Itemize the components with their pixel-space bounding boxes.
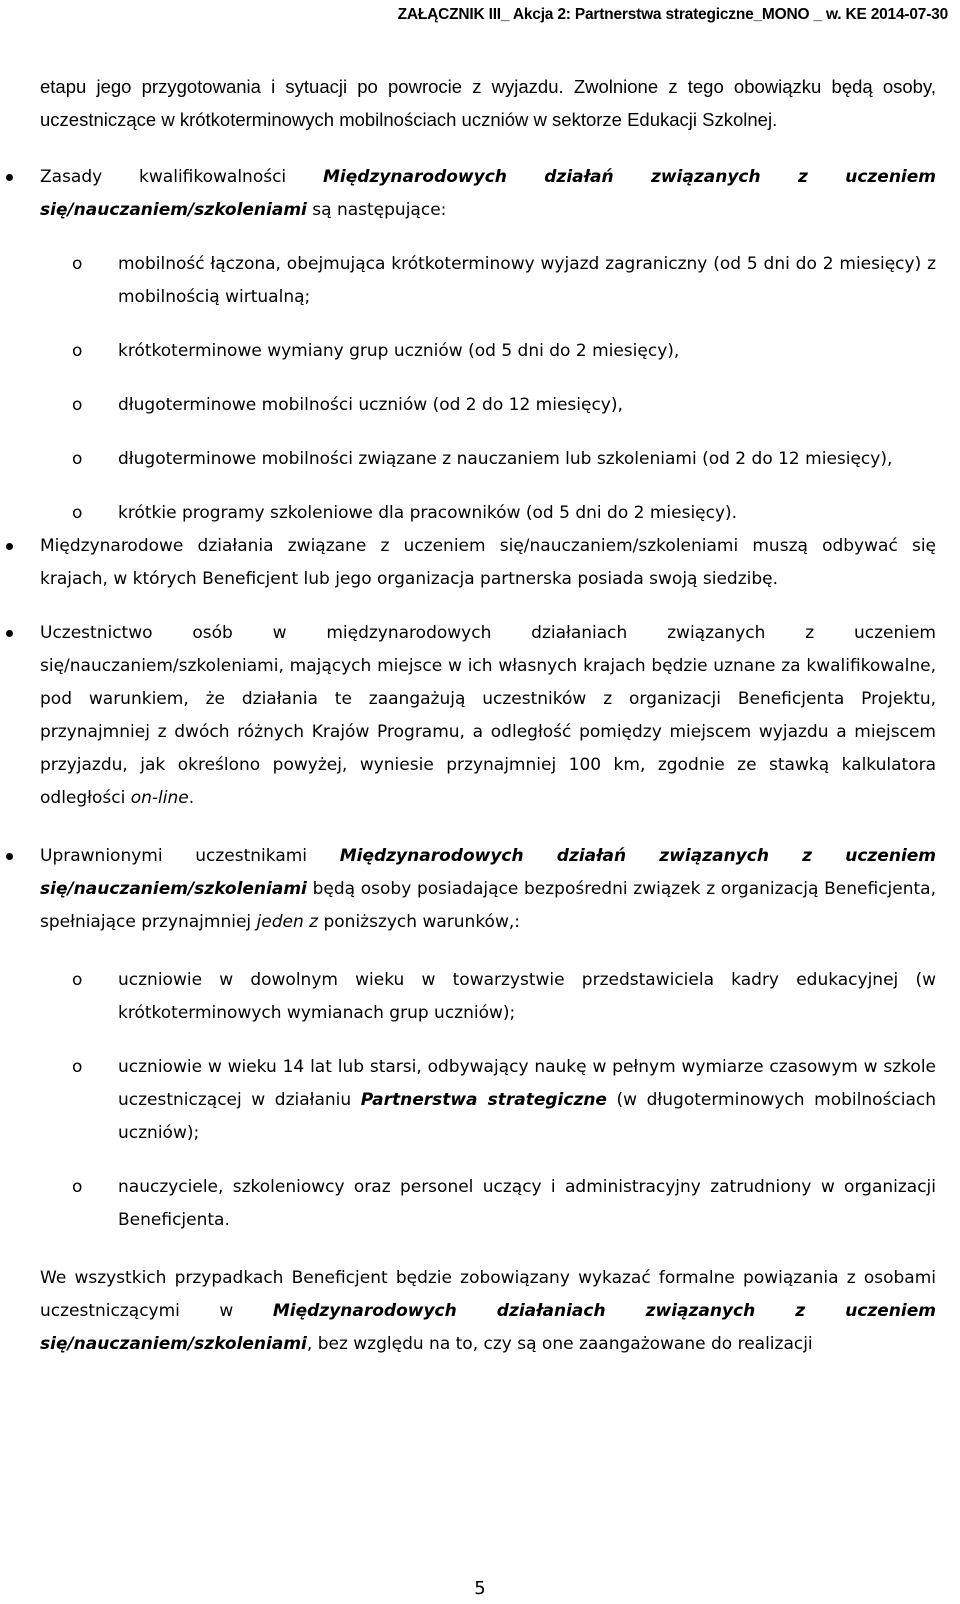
bullet-icon [6, 543, 13, 550]
document-body [40, 70, 936, 1361]
circle-bullet-icon: o [72, 395, 83, 415]
list-item-text: uczniowie w dowolnym wieku w towarzystwie przedstawiciela kadry edukacyjnej (w krótkoterminowych wymianach grup uczniów); [118, 970, 936, 1023]
list-item-text: długoterminowe mobilności uczniów (od 2 do 12 miesięcy), [118, 395, 623, 415]
bullet-text-emphasis: Międzynarodowych działań związanych z uczeniem się/nauczaniem/szkoleniami [40, 846, 937, 899]
bullet-text-emphasis-2: jeden z [256, 912, 319, 932]
bullet-text-post: są następujące: [306, 200, 447, 220]
list-item [72, 335, 936, 368]
circle-bullet-icon: o [72, 970, 83, 990]
list-item-text: krótkie programy szkoleniowe dla pracowników (od 5 dni do 2 miesięcy). [118, 503, 738, 523]
list-item-text-post: (w długoterminowych mobilnościach uczniów); [118, 1090, 936, 1143]
bullet-text-mid: będą osoby posiadające bezpośredni związek z organizacją Beneficjenta, spełniające przynajmniej [40, 879, 936, 932]
bullet-text-emphasis: on-line [130, 788, 189, 808]
bullet-text-pre: Uprawnionymi uczestnikami [40, 846, 340, 866]
list-item [72, 443, 936, 476]
bullet-text: Międzynarodowe działania związane z uczeniem się/nauczaniem/szkoleniami muszą odbywać się krajach, w których Beneficjent lub jego organizacja partnerska posiada swoją siedzibę. [40, 536, 936, 589]
circle-bullet-icon: o [72, 254, 83, 274]
list-item [72, 497, 936, 530]
list-item-text-pre: uczniowie w wieku 14 lat lub starsi, odbywający naukę w pełnym wymiarze czasowym w szkole uczestniczącej w działaniu [118, 1057, 936, 1110]
list-item-text: mobilność łączona, obejmująca krótkoterminowy wyjazd zagraniczny (od 5 dni do 2 miesięcy) z mobilnością wirtualną; [118, 254, 936, 307]
closing-text-pre: We wszystkich przypadkach Beneficjent będzie zobowiązany wykazać formalne powiązania z osobami uczestniczącymi w [40, 1268, 936, 1321]
list-item [72, 248, 936, 314]
bullet-eligibility-rules [40, 161, 936, 227]
bullet-text-post: poniższych warunków,: [318, 912, 520, 932]
bullet-text-post: . [188, 788, 195, 808]
list-item [72, 1171, 936, 1237]
bullet-icon [6, 630, 13, 637]
list-item-text-emphasis: Partnerstwa strategiczne [360, 1090, 607, 1110]
circle-bullet-icon: o [72, 449, 83, 469]
bullet-text-emphasis: Międzynarodowych działań związanych z uczeniem się/nauczaniem/szkoleniami [40, 167, 936, 220]
circle-bullet-icon: o [72, 1057, 83, 1077]
circle-bullet-icon: o [72, 341, 83, 361]
page-header: ZAŁĄCZNIK III_ Akcja 2: Partnerstwa strategiczne_MONO _ w. KE 2014-07-30 [397, 6, 948, 23]
bullet-country-requirement [40, 530, 936, 596]
intro-paragraph: etapu jego przygotowania i sytuacji po powrocie z wyjazdu. Zwolnione z tego obowiązku będą osoby, uczestniczące w krótkoterminowych mobilnościach uczniów w sektorze Edukacji Szkolnej. [40, 76, 936, 130]
page-number: 5 [474, 1578, 486, 1599]
list-item [72, 964, 936, 1030]
closing-text-emphasis: Międzynarodowych działaniach związanych z uczeniem się/nauczaniem/szkoleniami [40, 1301, 936, 1354]
bullet-icon [6, 853, 13, 860]
circle-bullet-icon: o [72, 1177, 83, 1197]
bullet-text: Uczestnictwo osób w międzynarodowych działaniach związanych z uczeniem się/nauczaniem/szkoleniami, mających miejsce w ich własnych krajach będzie uznane za kwalifikowalne, pod warunkiem, że działania te zaangażują uczestników z organizacji Beneficjenta Projektu, przynajmniej z dwóch różnych Krajów Programu, a odległość pomiędzy miejscem wyjazdu a miejscem przyjazdu, jak określono powyżej, wyniesie przynajmniej 100 km, zgodnie ze stawką kalkulatora odległości [40, 623, 936, 808]
closing-paragraph [40, 1262, 936, 1361]
closing-text-post: , bez względu na to, czy są one zaangażowane do realizacji [306, 1334, 813, 1354]
circle-bullet-icon: o [72, 503, 83, 523]
bullet-eligible-participants [40, 840, 936, 939]
list-item [72, 1051, 936, 1150]
list-item-text: krótkoterminowe wymiany grup uczniów (od 5 dni do 2 miesięcy), [118, 341, 680, 361]
bullet-own-country-participation [40, 617, 936, 815]
list-item-text: nauczyciele, szkoleniowcy oraz personel uczący i administracyjny zatrudniony w organizacji Beneficjenta. [118, 1177, 936, 1230]
bullet-icon [6, 174, 13, 181]
bullet-text-pre: Zasady kwalifikowalności [40, 167, 324, 187]
list-item [72, 389, 936, 422]
list-item-text: długoterminowe mobilności związane z nauczaniem lub szkoleniami (od 2 do 12 miesięcy), [118, 449, 893, 469]
